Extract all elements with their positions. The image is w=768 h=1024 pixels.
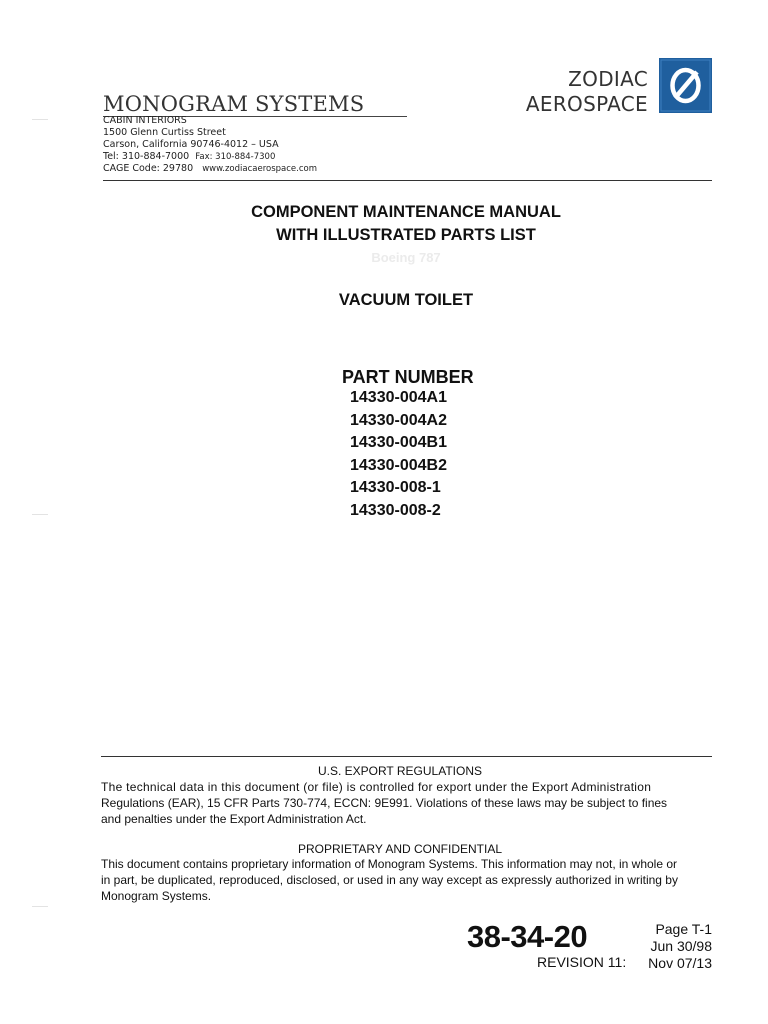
logo-word-aerospace: AEROSPACE (525, 92, 648, 116)
manual-title-line2: WITH ILLUSTRATED PARTS LIST (276, 226, 536, 244)
header-divider (103, 180, 712, 181)
zodiac-logo-icon (659, 58, 712, 113)
part-number-item: 14330-008-2 (350, 502, 441, 519)
street-address: 1500 Glenn Curtiss Street (103, 127, 226, 138)
part-number-item: 14330-008-1 (350, 479, 441, 496)
phone-fax-line (103, 151, 275, 163)
part-number-item: 14330-004A1 (350, 389, 447, 406)
export-heading: U.S. EXPORT REGULATIONS (317, 764, 483, 778)
proprietary-heading: PROPRIETARY AND CONFIDENTIAL (297, 842, 503, 856)
part-number-item: 14330-004B1 (350, 434, 447, 451)
export-paragraph-line: Regulations (EAR), 15 CFR Parts 730-774, ECCN: 9E991. Violations of these laws may be subject to fines (101, 796, 668, 810)
margin-mark (32, 906, 48, 907)
part-number-item: 14330-004B2 (350, 457, 447, 474)
city-address: Carson, California 90746-4012 – USA (103, 139, 279, 150)
website: www.zodiacaerospace.com (202, 164, 318, 174)
company-name: MONOGRAM SYSTEMS (103, 92, 365, 116)
page-number: Page T-1 (655, 921, 712, 937)
revision-date: Nov 07/13 (648, 955, 712, 971)
proprietary-paragraph-line: in part, be duplicated, reproduced, disclosed, or used in any way except as expressly authorized in writing by (101, 873, 678, 887)
fax-number: Fax: 310-884-7300 (195, 152, 276, 162)
manual-title-line1: COMPONENT MAINTENANCE MANUAL (251, 203, 561, 221)
document-number: 38-34-20 (467, 919, 588, 954)
division-label: CABIN INTERIORS (103, 115, 187, 126)
part-number-heading: PART NUMBER (342, 367, 474, 387)
cage-code: CAGE Code: 29780 (103, 163, 194, 174)
margin-mark (32, 119, 48, 120)
logo-word-zodiac: ZODIAC (568, 67, 648, 91)
original-date: Jun 30/98 (650, 938, 712, 954)
revision-label: REVISION 11: (537, 954, 627, 970)
proprietary-paragraph-line: Monogram Systems. (101, 889, 212, 903)
export-paragraph-line: and penalties under the Export Administration Act. (101, 812, 367, 826)
margin-mark (32, 514, 48, 515)
product-title: VACUUM TOILET (338, 291, 474, 309)
cage-web-line (103, 163, 317, 175)
part-number-item: 14330-004A2 (350, 412, 447, 429)
phone-number: Tel: 310-884-7000 (103, 151, 190, 162)
export-paragraph-line: The technical data in this document (or file) is controlled for export under the Export Administration (101, 780, 652, 794)
proprietary-paragraph-line: This document contains proprietary information of Monogram Systems. This information may not, in whole or (101, 857, 678, 871)
faint-bleed-text: Boeing 787 (371, 250, 441, 265)
footer-divider (101, 756, 712, 757)
